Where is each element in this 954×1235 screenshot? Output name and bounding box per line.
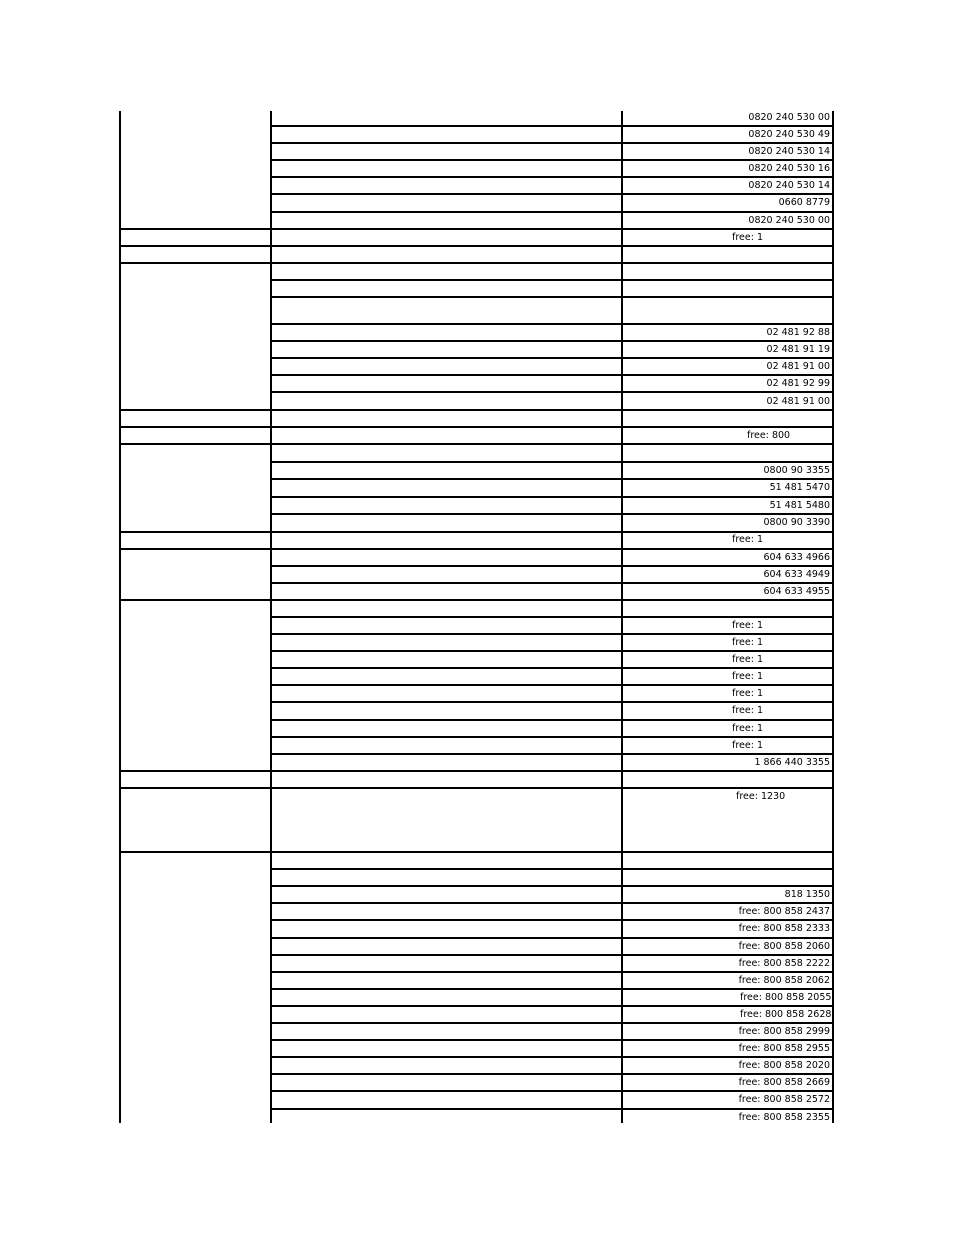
toll-free-number: free: 1230 [736,791,786,802]
toll-free-number: free: 800 [747,430,791,441]
row-border [119,443,834,445]
phone-number: free: 800 858 2333 [738,923,830,934]
subrow-border [270,176,834,178]
subrow-border [270,868,834,870]
subrow-border [270,753,834,755]
subrow-border [270,125,834,127]
row-border [119,851,834,853]
phone-number: 818 1350 [784,889,830,900]
phone-number: free: 800 858 2055 [740,992,832,1003]
row-border [119,262,834,264]
subrow-border [270,667,834,669]
subrow-border [270,296,834,298]
phone-number: free: 800 858 2669 [738,1077,830,1088]
phone-number: 0820 240 530 16 [748,163,830,174]
subrow-border [270,971,834,973]
subrow-border [270,478,834,480]
subrow-border [270,919,834,921]
row-border [119,245,834,247]
subrow-border [270,1056,834,1058]
toll-free-number: free: 1 [732,620,763,631]
phone-number: 1 866 440 3355 [754,757,830,768]
subrow-border [270,142,834,144]
toll-free-number: free: 1 [732,723,763,734]
phone-number: free: 800 858 2572 [738,1094,830,1105]
row-border [119,770,834,772]
toll-free-number: free: 1 [732,740,763,751]
row-border [119,426,834,428]
phone-number: 0800 90 3390 [763,517,830,528]
toll-free-number: free: 1 [732,688,763,699]
phone-number: free: 800 858 2060 [738,941,830,952]
toll-free-number: free: 1 [732,671,763,682]
subrow-border [270,616,834,618]
phone-number: 0820 240 530 14 [748,180,830,191]
toll-free-number: free: 1 [732,705,763,716]
subrow-border [270,736,834,738]
phone-number: 02 481 92 99 [766,378,830,389]
phone-number: 0820 240 530 00 [748,112,830,123]
row-border [119,787,834,789]
subrow-border [270,159,834,161]
phone-number: free: 800 858 2222 [738,958,830,969]
subrow-border [270,323,834,325]
phone-number: 51 481 5480 [769,500,830,511]
phone-number: 0800 90 3355 [763,465,830,476]
row-border [119,599,834,601]
phone-number: free: 800 858 2955 [738,1043,830,1054]
subrow-border [270,496,834,498]
phone-number: 0660 8779 [778,197,830,208]
phone-number: 02 481 92 88 [766,327,830,338]
toll-free-number: free: 1 [732,232,763,243]
subrow-border [270,701,834,703]
subrow-border [270,684,834,686]
subrow-border [270,193,834,195]
phone-number: free: 800 858 2437 [738,906,830,917]
subrow-border [270,1005,834,1007]
subrow-border [270,565,834,567]
subrow-border [270,937,834,939]
subrow-border [270,1073,834,1075]
phone-number: 604 633 4949 [763,569,830,580]
toll-free-number: free: 1 [732,637,763,648]
subrow-border [270,1108,834,1110]
phone-number: 02 481 91 00 [766,396,830,407]
phone-number: free: 800 858 2062 [738,975,830,986]
phone-number: free: 800 858 2355 [738,1112,830,1123]
subrow-border [270,954,834,956]
toll-free-number: free: 1 [732,654,763,665]
toll-free-number: free: 1 [732,534,763,545]
subrow-border [270,357,834,359]
row-border [119,531,834,533]
phone-number: 604 633 4966 [763,552,830,563]
subrow-border [270,374,834,376]
row-border [119,228,834,230]
subrow-border [270,1090,834,1092]
phone-number: 02 481 91 00 [766,361,830,372]
subrow-border [270,650,834,652]
subrow-border [270,391,834,393]
phone-number: 0820 240 530 14 [748,146,830,157]
subrow-border [270,1039,834,1041]
subrow-border [270,1022,834,1024]
phone-number: free: 800 858 2020 [738,1060,830,1071]
subrow-border [270,633,834,635]
phone-number: 0820 240 530 49 [748,129,830,140]
phone-number: 604 633 4955 [763,586,830,597]
subrow-border [270,279,834,281]
subrow-border [270,513,834,515]
subrow-border [270,461,834,463]
subrow-border [270,211,834,213]
phone-number: 02 481 91 19 [766,344,830,355]
subrow-border [270,719,834,721]
phone-number: 51 481 5470 [769,482,830,493]
subrow-border [270,988,834,990]
phone-number: free: 800 858 2999 [738,1026,830,1037]
subrow-border [270,340,834,342]
row-border [119,548,834,550]
subrow-border [270,902,834,904]
subrow-border [270,582,834,584]
phone-number: 0820 240 530 00 [748,215,830,226]
row-border [119,409,834,411]
subrow-border [270,885,834,887]
phone-number: free: 800 858 2628 [740,1009,832,1020]
